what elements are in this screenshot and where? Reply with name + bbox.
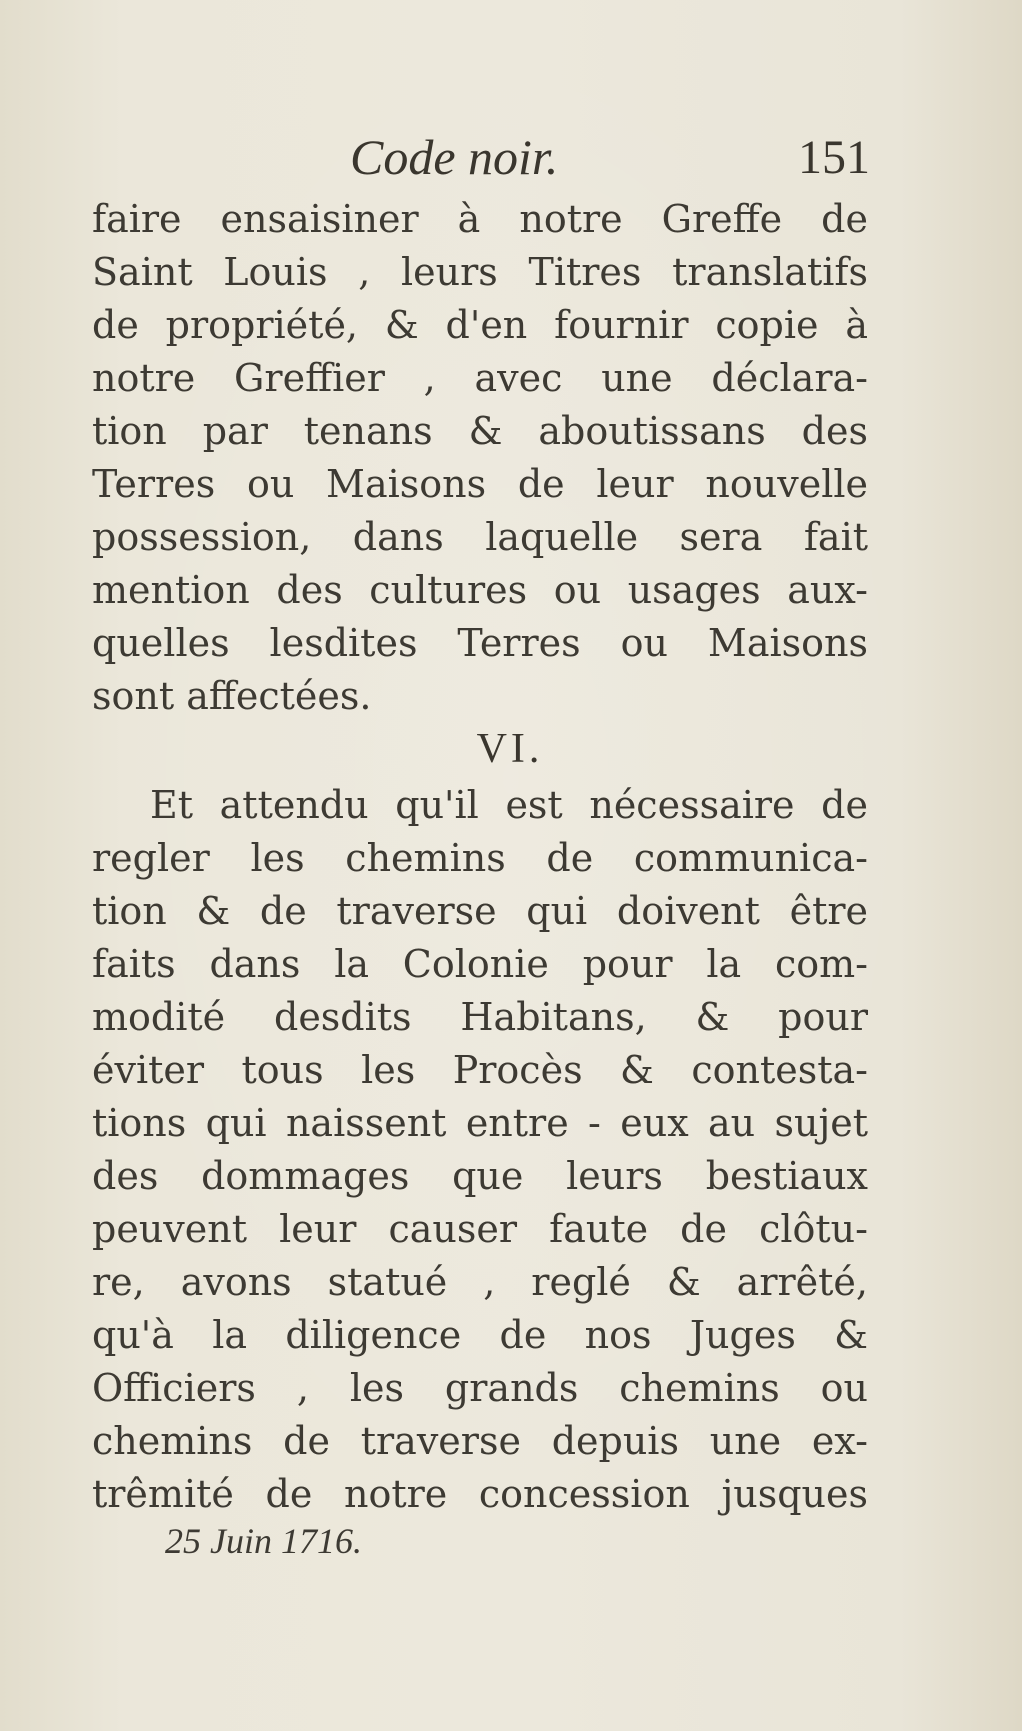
footer-date: 25 Juin 1716. bbox=[165, 1521, 362, 1561]
text-line: tion & de traverse qui doivent être bbox=[92, 889, 868, 933]
text-line: re, avons statué , reglé & arrêté, bbox=[92, 1260, 868, 1304]
page-number: 151 bbox=[798, 131, 870, 184]
text-line: peuvent leur causer faute de clôtu- bbox=[92, 1207, 868, 1251]
text-line: tions qui naissent entre - eux au sujet bbox=[92, 1101, 868, 1145]
text-line: des dommages que leurs bestiaux bbox=[92, 1154, 868, 1198]
text-line: Saint Louis , leurs Titres translatifs bbox=[92, 250, 868, 294]
text-line: notre Greffier , avec une déclara- bbox=[92, 356, 868, 400]
text-line: sont affectées. bbox=[92, 674, 372, 718]
text-line: qu'à la diligence de nos Juges & bbox=[92, 1313, 868, 1357]
text-line: modité desdits Habitans, & pour bbox=[92, 995, 868, 1039]
running-title: Code noir. bbox=[350, 129, 559, 185]
text-line: regler les chemins de communica- bbox=[92, 836, 868, 880]
text-line: faire ensaisiner à notre Greffe de bbox=[92, 197, 868, 241]
section-heading: VI. bbox=[476, 726, 544, 772]
text-line: Terres ou Maisons de leur nouvelle bbox=[92, 462, 868, 506]
text-line: mention des cultures ou usages aux- bbox=[92, 568, 868, 612]
text-line: quelles lesdites Terres ou Maisons bbox=[92, 621, 868, 665]
paragraph bbox=[92, 193, 868, 723]
text-line: chemins de traverse depuis une ex- bbox=[92, 1419, 868, 1463]
text-line: Et attendu qu'il est nécessaire de bbox=[150, 783, 868, 827]
text-line: trêmité de notre concession jusques bbox=[92, 1472, 868, 1516]
text-line: Officiers , les grands chemins ou bbox=[92, 1366, 868, 1410]
page-header bbox=[90, 128, 870, 198]
text-line: tion par tenans & aboutissans des bbox=[92, 409, 868, 453]
paragraph bbox=[92, 779, 868, 1521]
text-line: éviter tous les Procès & contesta- bbox=[92, 1048, 868, 1092]
body-text bbox=[92, 193, 868, 1521]
text-line: de propriété, & d'en fournir copie à bbox=[92, 303, 868, 347]
text-line: possession, dans laquelle sera fait bbox=[92, 515, 868, 559]
text-line: faits dans la Colonie pour la com- bbox=[92, 942, 868, 986]
